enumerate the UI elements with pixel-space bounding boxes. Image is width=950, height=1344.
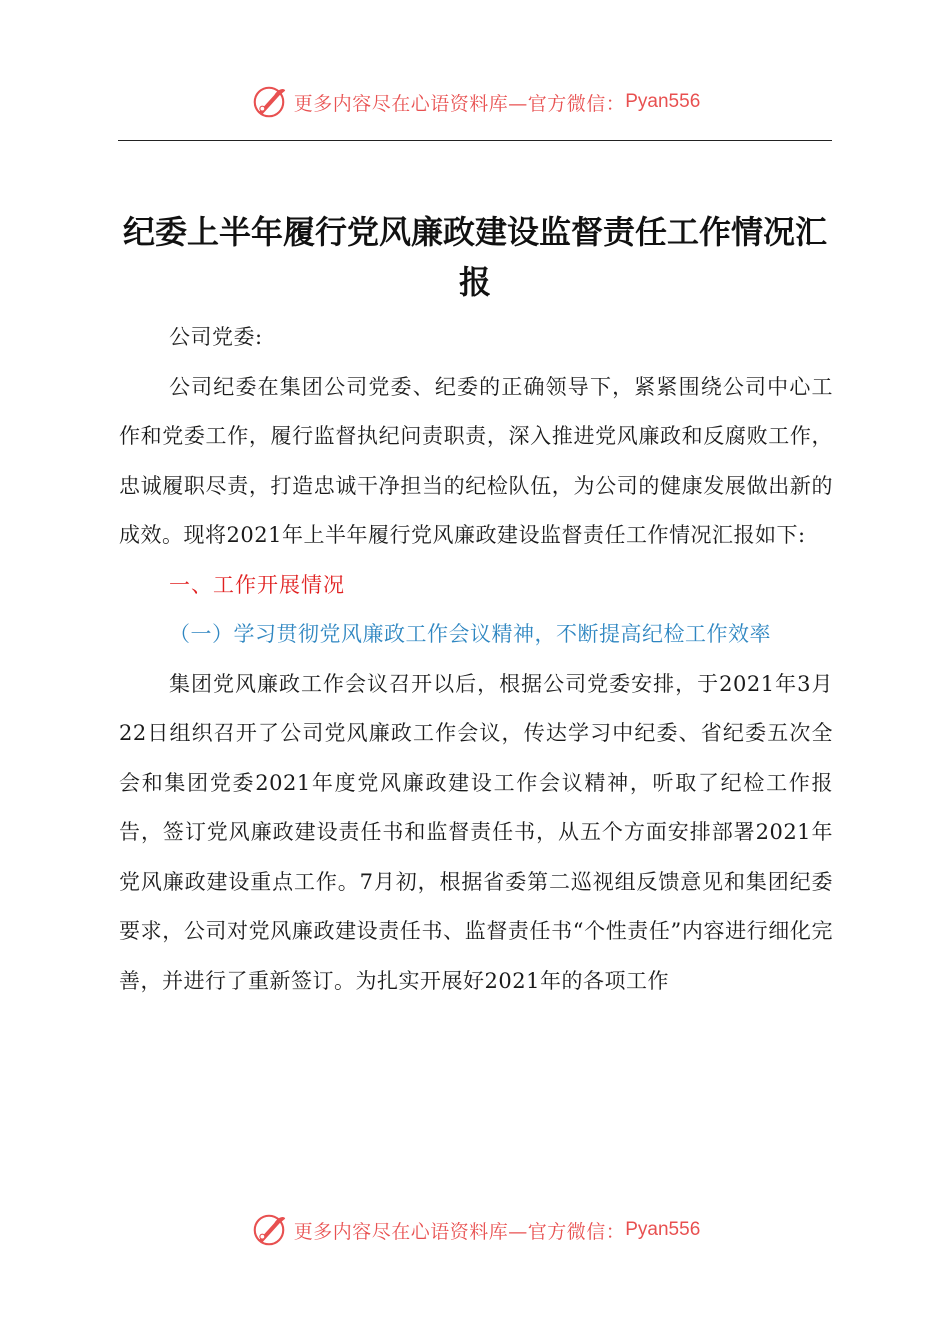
brand-logo-icon xyxy=(250,1211,288,1249)
footer-banner xyxy=(0,1208,950,1252)
document-title: 纪委上半年履行党风廉政建设监督责任工作情况汇报 xyxy=(122,213,827,302)
subsection-heading: （一）学习贯彻党风廉政工作会议精神，不断提高纪检工作效率 xyxy=(169,622,771,646)
body-paragraph: 集团党风廉政工作会议召开以后，根据公司党委安排，于2021年3月22日组织召开了公司党风廉政工作会议，传达学习中纪委、省纪委五次全会和集团党委2021年度党风廉政建设工作会议精神，听取了纪检工作报告，签订党风廉政建设责任书和监督责任书，从五个方面安排部署2021年党风廉政建设重点工作。7月初，根据省委第二巡视组反馈意见和集团纪委要求，公司对党风廉政建设责任书、监督责任书“个性责任”内容进行细化完善，并进行了重新签订。为扎实开展好2021年的各项工作 xyxy=(119,671,833,993)
footer-banner-text: 更多内容尽在心语资料库—官方微信： xyxy=(293,1220,626,1243)
intro-paragraph: 公司纪委在集团公司党委、纪委的正确领导下，紧紧围绕公司中心工作和党委工作，履行监督执纪问责职责，深入推进党风廉政和反腐败工作，忠诚履职尽责，打造忠诚干净担当的纪检队伍，为公司的健康发展做出新的成效。现将2021年上半年履行党风廉政建设监督责任工作情况汇报如下: xyxy=(119,374,833,547)
header-banner xyxy=(0,80,950,124)
salutation: 公司党委: xyxy=(169,325,263,349)
header-divider xyxy=(118,140,832,141)
brand-logo-icon xyxy=(250,83,288,121)
section-heading: 一、工作开展情况 xyxy=(169,572,345,597)
footer-banner-id: Pyan556 xyxy=(625,1219,701,1240)
document-body xyxy=(119,313,833,1006)
header-banner-text: 更多内容尽在心语资料库—官方微信： xyxy=(293,92,626,115)
header-banner-id: Pyan556 xyxy=(625,91,701,112)
